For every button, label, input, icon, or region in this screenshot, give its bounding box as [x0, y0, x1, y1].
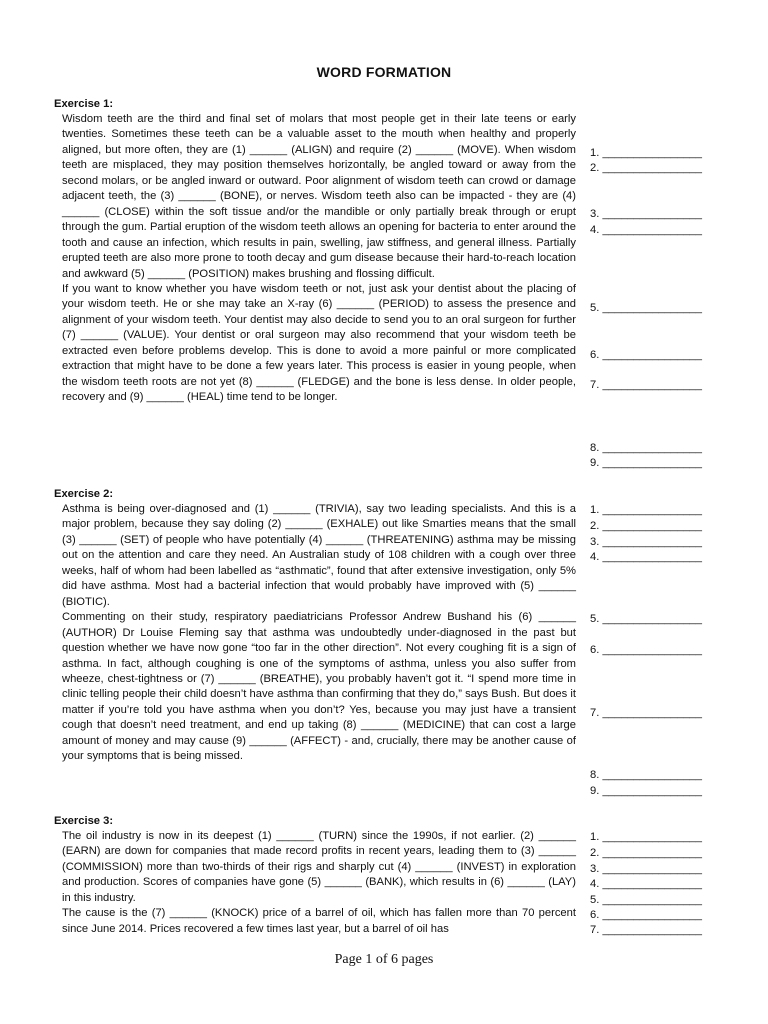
exercise-2-paragraph-1: Asthma is being over-diagnosed and (1) ______ (TRIVIA), say two leading specialists. And this is a major problem, because they say doling (2) ______ (EXHALE) out like Smarties means that the small (3) ______ (SET) of people who have potentially (4) ______ (THREATENING) asthma may be missing out on the attention and care they need. An Australian study of 108 children with a cough over three weeks, half of whom had been labelled as “asthmatic”, found that after extensive investigation, only 5% did have asthma. Most had a bacterial infection that would probably have improved with (5) ______ (BIOTIC).: [62, 503, 576, 608]
exercise-2-heading: Exercise 2:: [54, 488, 114, 500]
answer-line: 6. ________________: [590, 349, 702, 361]
exercise-3-paragraph-2: The cause is the (7) ______ (KNOCK) price of a barrel of oil, which has fallen more than 70 percent since June 2014. Prices recovered a few times last year, but a barrel of oil has: [62, 907, 576, 935]
exercise-1-paragraph-2: If you want to know whether you have wisdom teeth or not, just ask your dentist about the placing of your wisdom teeth. He or she may take an X-ray (6) ______ (PERIOD) to assess the presence and alignment of your wisdom teeth. Your dentist may also decide to send you to an oral surgeon for further (7) ______ (VALUE). Your dentist or oral surgeon may also recommend that your wisdom teeth be extracted even before problems develop. This is done to avoid a more painful or more complicated extraction that might have to be done a few years later. This process is easier in young people, when the wisdom teeth roots are not yet (8) ______ (FLEDGE) and the bone is less dense. In older people, recovery and (9) ______ (HEAL) time tend to be longer.: [62, 282, 576, 404]
answer-line: 1. ________________: [590, 504, 702, 516]
page-footer: Page 1 of 6 pages: [334, 952, 434, 967]
answer-line: 4. ________________: [590, 878, 702, 890]
document-title: WORD FORMATION: [316, 64, 452, 80]
exercise-2-text: [62, 502, 576, 765]
answer-line: 7. ________________: [590, 924, 702, 936]
exercise-3-text: [62, 829, 576, 937]
answer-line: 1. ________________: [590, 147, 702, 159]
exercise-3-paragraph-1: The oil industry is now in its deepest (1) ______ (TURN) since the 1990s, if not earlier. (2) ______ (EARN) are down for companies that made record profits in recent years, leading them to (3) ______ (COMMISSION) more than two-thirds of their rigs and sharply cut (4) ______ (INVEST) in exploration and production. Scores of companies have gone (5) ______ (BANK), which results in (6) ______ (LAY) in this industry.: [62, 830, 576, 904]
answer-line: 8. ________________: [590, 769, 702, 781]
exercise-1-heading: Exercise 1:: [54, 98, 114, 110]
answer-line: 2. ________________: [590, 162, 702, 174]
answer-line: 8. ________________: [590, 442, 702, 454]
exercise-2-paragraph-2: Commenting on their study, respiratory paediatricians Professor Andrew Bushand his (6) ______ (AUTHOR) Dr Louise Fleming say that asthma was undoubtedly under-diagnosed in the past but question whether we have now gone “too far in the other direction”. Not every coughing fit is a sign of asthma. In fact, although coughing is one of the symptoms of asthma, unless you also suffer from wheeze, chest-tightness or (7) ______ (BREATHE), you probably haven’t got it. “I spend more time in clinic telling people their child doesn’t have asthma than confirming that they do,” says Bush. But does it matter if you’re told you have asthma when you don’t? Yes, because you may just have a transient cough that doesn’t need treatment, and end up taking (8) ______ (MEDICINE) that can cost a large amount of money and may cause (9) ______ (AFFECT) - and, crucially, there may be another cause of your symptoms that is being missed.: [62, 611, 576, 763]
answer-line: 7. ________________: [590, 379, 702, 391]
answer-line: 1. ________________: [590, 831, 702, 843]
answer-line: 5. ________________: [590, 302, 702, 314]
answer-line: 9. ________________: [590, 785, 702, 797]
answer-line: 7. ________________: [590, 707, 702, 719]
answer-line: 3. ________________: [590, 208, 702, 220]
answer-line: 5. ________________: [590, 894, 702, 906]
exercise-1-paragraph-1: Wisdom teeth are the third and final set of molars that most people get in their late teens or early twenties. Sometimes these teeth can be a valuable asset to the mouth when healthy and properly aligned, but more often, they are (1) ______ (ALIGN) and require (2) ______ (MOVE). When wisdom teeth are misplaced, they may position themselves horizontally, be angled toward or away from the second molars, or be angled inward or outward. Poor alignment of wisdom teeth can crowd or damage adjacent teeth, the (3) ______ (BONE), or nerves. Wisdom teeth also can be impacted - they are (4) ______ (CLOSE) within the soft tissue and/or the mandible or only partially break through or erupt through the gum. Partial eruption of the wisdom teeth allows an opening for bacteria to enter around the tooth and cause an infection, which results in pain, swelling, jaw stiffness, and general illness. Partially erupted teeth are also more prone to tooth decay and gum disease because their hard-to-reach location and awkward (5) ______ (POSITION) makes brushing and flossing difficult.: [62, 113, 576, 280]
answer-line: 4. ________________: [590, 551, 702, 563]
answer-line: 2. ________________: [590, 847, 702, 859]
answer-line: 3. ________________: [590, 863, 702, 875]
answer-line: 6. ________________: [590, 644, 702, 656]
answer-line: 6. ________________: [590, 909, 702, 921]
exercise-1-text: [62, 112, 576, 406]
answer-line: 9. ________________: [590, 457, 702, 469]
exercise-3-heading: Exercise 3:: [54, 815, 114, 827]
answer-line: 4. ________________: [590, 224, 702, 236]
answer-line: 3. ________________: [590, 536, 702, 548]
answer-line: 5. ________________: [590, 613, 702, 625]
answer-line: 2. ________________: [590, 520, 702, 532]
